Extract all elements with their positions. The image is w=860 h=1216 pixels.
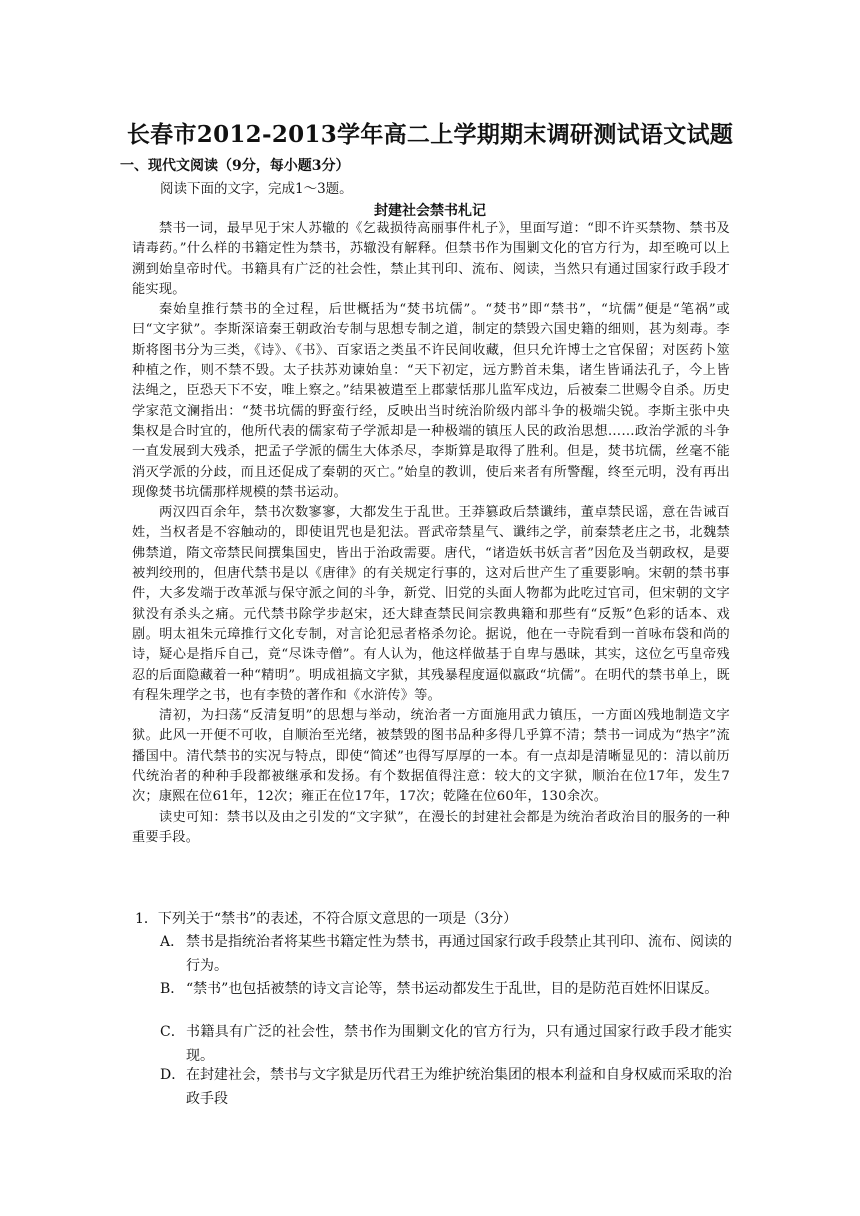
article-paragraph: 秦始皇推行禁书的全过程，后世概括为“焚书坑儒”。“焚书”即“禁书”，“坑儒”便是“笔祸”或曰“文字狱”。李斯深谙秦王朝政治专制与思想专制之道，制定的禁毁六国史籍的细则，甚为刻毒。李斯将图书分为三类，《诗》、《书》、百家语之类虽不许民间收藏，但只允许博士之官保留；对医药卜筮种植之作，则不禁不毁。太子扶苏劝谏始皇：“天下初定，远方黔首未集，诸生皆诵法孔子，今上皆法绳之，臣恐天下不安，唯上察之。”结果被遣至上郡蒙恬那儿监军戍边，后被秦二世赐令自杀。历史学家范文澜指出：“焚书坑儒的野蛮行经，反映出当时统治阶级内部斗争的极端尖锐。李斯主张中央集权是合时宜的，他所代表的儒家荀子学派却是一种极端的镇压人民的政治思想……政治学派的斗争一直发展到大残杀，把孟子学派的儒生大体杀尽，李斯算是取得了胜利。但是，焚书坑儒，丝毫不能消灭学派的分歧，而且还促成了秦朝的灭亡。”始皇的教训，使后来者有所警醒，终至元明，没有再出现像焚书坑儒那样规模的禁书运动。 — [132, 302, 730, 500]
article-paragraph: 清初，为扫荡“反清复明”的思想与举动，统治者一方面施用武力镇压，一方面凶残地制造文字狱。此风一开便不可收，自顺治至光绪，被禁毁的图书品种多得几乎算不清；禁书一词成为“热字”流播国中。清代禁书的实况与特点，即使“简述”也得写厚厚的一本。有一点却是清晰显见的：清以前历代统治者的种种手段都被继承和发扬。有个数据值得注意：较大的文字狱，顺治在位17年，发生7次；康熙在位61年，12次；雍正在位17年，17次；乾隆在位60年，130余次。 — [132, 708, 730, 805]
article-body — [132, 219, 730, 848]
question-option-a — [160, 930, 732, 978]
option-letter: A． — [160, 934, 185, 950]
article-paragraph: 禁书一词，最早见于宋人苏辙的《乞裁损待高丽事件札子》，里面写道：“即不许买禁物、禁书及请毒药。”什么样的书籍定性为禁书，苏辙没有解释。但禁书作为围剿文化的官方行为，却至晚可以上溯到始皇帝时代。书籍具有广泛的社会性，禁止其刊印、流布、阅读，当然只有通过国家行政手段才能实现。 — [132, 221, 730, 297]
option-letter: C． — [160, 1024, 185, 1040]
exam-title: 长春市2012-2013学年高二上学期期末调研测试语文试题 — [126, 121, 734, 148]
question-option-d — [160, 1063, 732, 1111]
option-text: 在封建社会，禁书与文字狱是历代君王为维护统治集团的根本利益和自身权威而采取的治政手段 — [186, 1067, 732, 1107]
option-text: 书籍具有广泛的社会性，禁书作为围剿文化的官方行为，只有通过国家行政手段才能实现。 — [186, 1024, 732, 1064]
option-text: “禁书”也包括被禁的诗文言论等，禁书运动都发生于乱世，目的是防范百姓怀旧谋反。 — [186, 981, 719, 997]
option-text: 禁书是指统治者将某些书籍定性为禁书，再通过国家行政手段禁止其刊印、流布、阅读的行为。 — [186, 934, 732, 974]
question-stem: 1．下列关于“禁书”的表述，不符合原文意思的一项是（3分） — [135, 911, 518, 927]
section-heading: 一、现代文阅读（9分，每小题3分） — [120, 158, 350, 174]
option-letter: B． — [160, 981, 185, 997]
reading-instruction: 阅读下面的文字，完成1～3题。 — [160, 181, 353, 197]
question-option-b — [160, 977, 732, 1001]
article-paragraph: 读史可知：禁书以及由之引发的“文字狱”，在漫长的封建社会都是为统治者政治目的服务的一种重要手段。 — [132, 809, 730, 845]
option-letter: D． — [160, 1067, 186, 1083]
article-title: 封建社会禁书札记 — [374, 203, 486, 219]
article-paragraph: 两汉四百余年，禁书次数寥寥，大都发生于乱世。王莽篡政后禁谶纬，董卓禁民谣，意在告诫百姓，当权者是不容触动的，即使诅咒也是犯法。晋武帝禁星气、谶纬之学，前秦禁老庄之书，北魏禁佛禁道，隋文帝禁民间撰集国史，皆出于治政需要。唐代，“诸造妖书妖言者”因危及当朝政权，是要被判绞刑的，但唐代禁书是以《唐律》的有关规定行事的，这对后世产生了重要影响。宋朝的禁书事件，大多发端于改革派与保守派之间的斗争，新党、旧党的头面人物都为此吃过官司，但宋朝的文字狱没有杀头之痛。元代禁书除学步赵宋，还大肆查禁民间宗教典籍和那些有“反叛”色彩的话本、戏剧。明太祖朱元璋推行文化专制，对言论犯忌者格杀勿论。据说，他在一寺院看到一首咏布袋和尚的诗，疑心是指斥自己，竟“尽诛寺僧”。有人认为，他这样做基于自卑与愚昧，其实，这位乞丐皇帝残忍的后面隐藏着一种“精明”。明成祖搞文字狱，其残暴程度逼似嬴政“坑儒”。在明代的禁书单上，既有程朱理学之书，也有李贽的著作和《水浒传》等。 — [132, 505, 730, 703]
question-option-c — [160, 1020, 732, 1068]
